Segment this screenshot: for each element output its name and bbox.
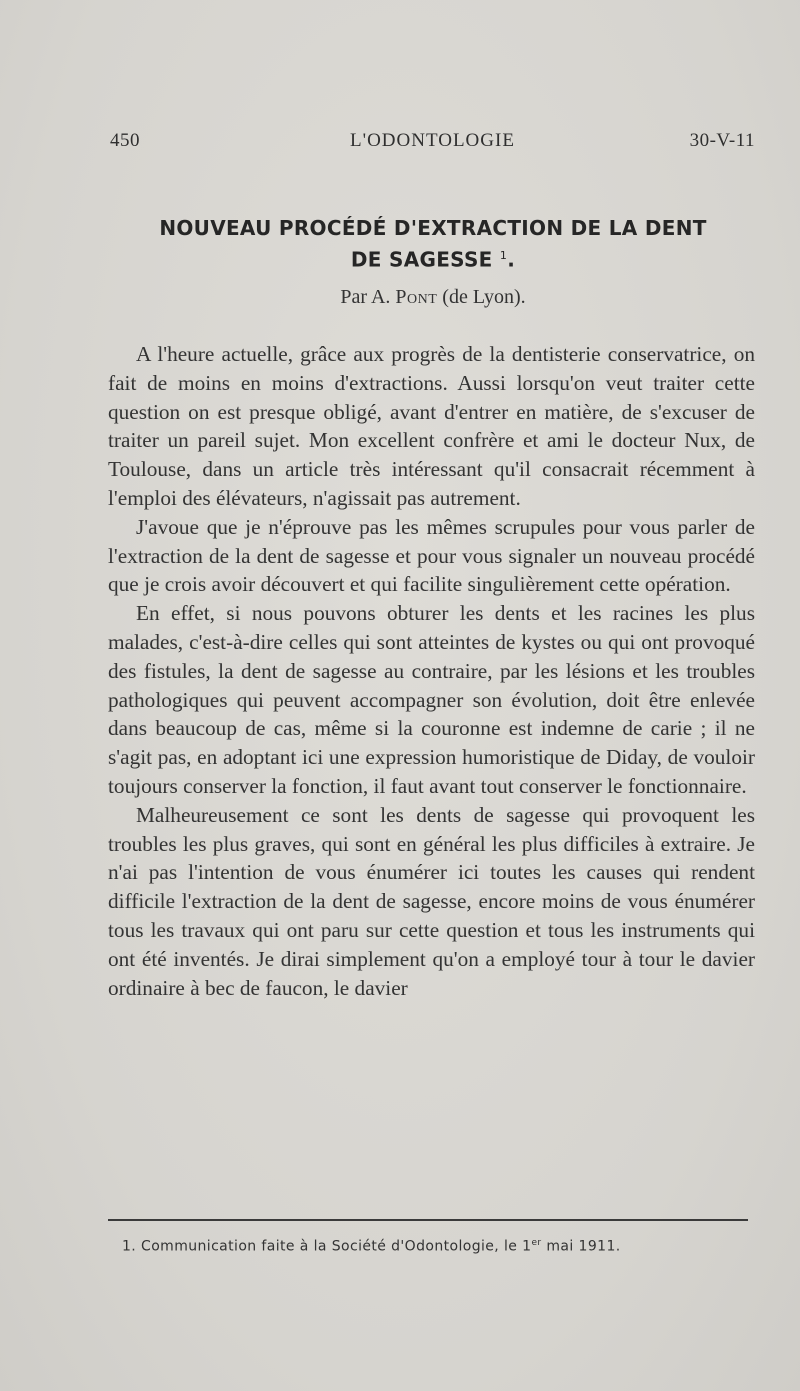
footnote-text-end: mai 1911. <box>546 1238 621 1255</box>
paragraph: J'avoue que je n'éprouve pas les mêmes scrupules pour vous parler de l'extraction de la dent de sagesse et pour vous signaler un nouveau procédé que je crois avoir découvert et qui facilite singulièrement cette opération. <box>108 514 755 597</box>
issue-date: 30-V-11 <box>689 130 755 151</box>
footnote-superscript: er <box>531 1238 542 1248</box>
byline <box>108 286 758 309</box>
running-head <box>110 130 755 156</box>
paragraph: A l'heure actuelle, grâce aux progrès de la dentisterie conservatrice, on fait de moins en moins d'extractions. Aussi lorsqu'on veut traiter cette question on est presque obligé, avant d'entrer en matière, de s'excuser de traiter un pareil sujet. Mon excellent confrère et ami le docteur Nux, de Toulouse, dans un article très intéressant qu'il consacrait récemment à l'emploi des élévateurs, n'agissait pas autrement. <box>108 342 755 510</box>
author-name: Pont <box>395 286 438 308</box>
byline-prefix: Par A. <box>340 286 391 308</box>
article-body <box>108 340 755 1002</box>
title-line-1: NOUVEAU PROCÉDÉ D'EXTRACTION DE LA DENT <box>159 216 707 240</box>
footnote <box>122 1238 752 1255</box>
footnote-marker: 1. <box>122 1238 137 1255</box>
title-line-2-text: DE SAGESSE <box>350 247 493 272</box>
footnote-text: Communication faite à la Société d'Odontologie, le 1 <box>141 1238 532 1255</box>
paragraph: En effet, si nous pouvons obturer les dents et les racines les plus malades, c'est-à-dire celles qui sont atteintes de kystes ou qui ont provoqué des fistules, la dent de sagesse au contraire, par les lésions et les troubles pathologiques qui peuvent accompagner son évolution, doit être enlevée dans beaucoup de cas, même si la couronne est indemne de carie ; il ne s'agit pas, en adoptant ici une expression humoristique de Diday, de vouloir toujours conserver la fonction, il faut avant tout conserver le fonctionnaire. <box>108 601 755 798</box>
title-line-2: DE SAGESSE $^1$. <box>350 247 516 272</box>
page-number: 450 <box>110 130 140 151</box>
footnote-divider <box>108 1219 748 1221</box>
byline-suffix: (de Lyon). <box>442 286 526 308</box>
article-title <box>108 214 758 274</box>
paragraph: Malheureusement ce sont les dents de sagesse qui provoquent les troubles les plus graves, qui sont en général les plus difficiles à extraire. Je n'ai pas l'intention de vous énumérer ici toutes les causes qui rendent difficile l'extraction de la dent de sagesse, encore moins de vous énumérer tous les travaux qui ont paru sur cette question et tous les instruments qui ont été inventés. Je dirai simplement qu'on a employé tour à tour le davier ordinaire à bec de faucon, le davier <box>108 802 755 1000</box>
footnote-reference: 1 <box>499 249 508 262</box>
journal-title: L'ODONTOLOGIE <box>350 130 515 151</box>
